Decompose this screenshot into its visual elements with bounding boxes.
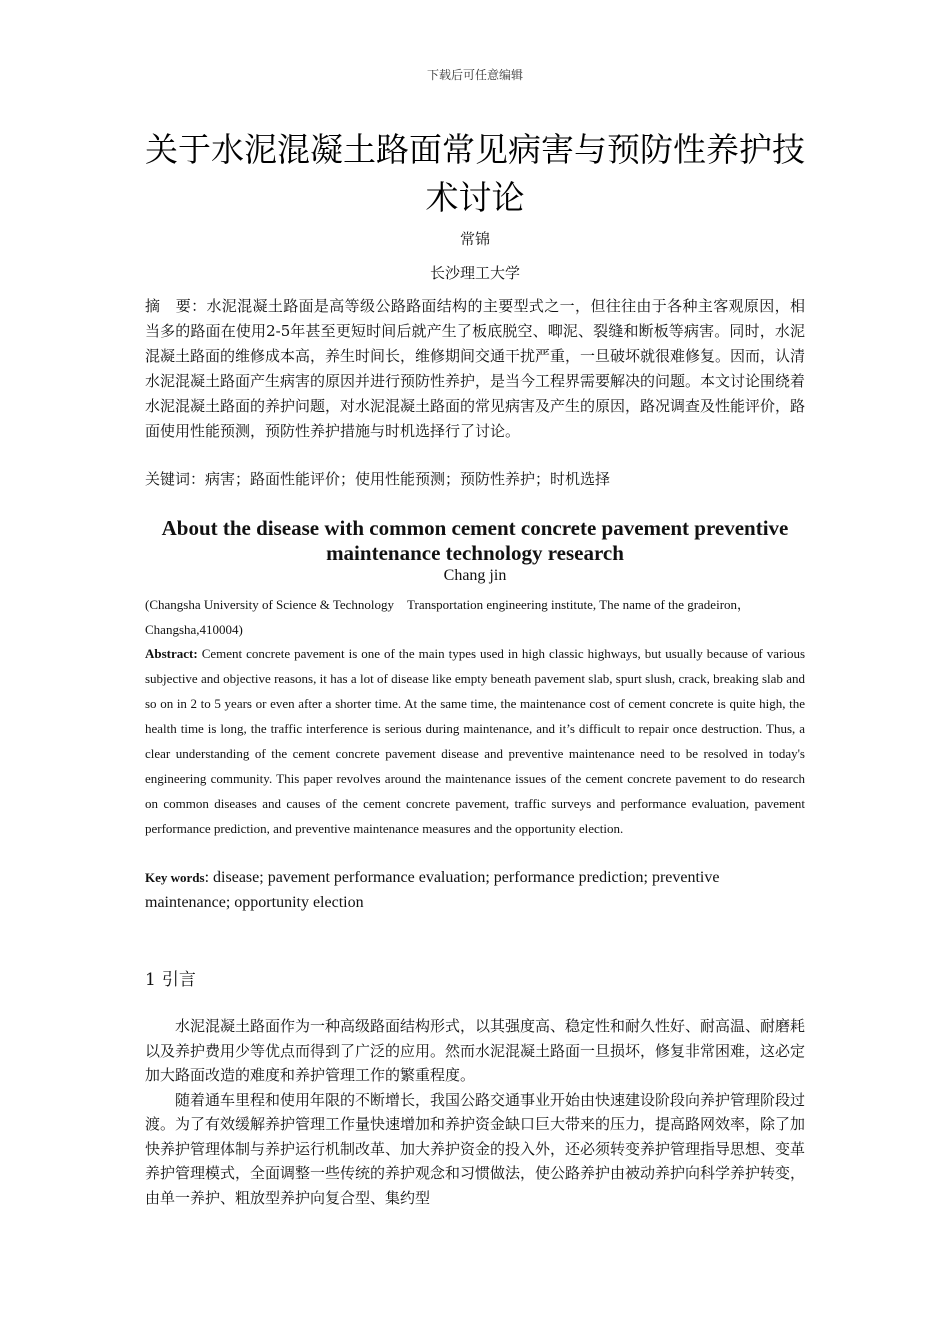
section-body bbox=[145, 1014, 805, 1210]
abstract-cn-text: 水泥混凝土路面是高等级公路路面结构的主要型式之一，但往往由于各种主客观原因，相当多的路面在使用2-5年甚至更短时间后就产生了板底脱空、唧泥、裂缝和断板等病害。同时，水泥混凝土路面的维修成本高，养生时间长，维修期间交通干扰严重，一旦破坏就很难修复。因而，认清水泥混凝土路面产生病害的原因并进行预防性养护，是当今工程界需要解决的问题。本文讨论围绕着水泥混凝土路面的养护问题，对水泥混凝土路面的常见病害及产生的原因，路况调查及性能评价，路面使用性能预测，预防性养护措施与时机选择行了讨论。 bbox=[145, 297, 806, 440]
header-note: 下载后可任意编辑 bbox=[426, 68, 523, 82]
author-en: Chang jin bbox=[443, 567, 507, 584]
keywords-cn-text: 病害；路面性能评价；使用性能预测；预防性养护；时机选择 bbox=[205, 470, 611, 488]
section-heading bbox=[145, 965, 196, 990]
section-number: 1 bbox=[145, 970, 156, 990]
keywords-en-label: Key words bbox=[145, 870, 205, 885]
section-title: 引言 bbox=[161, 970, 196, 990]
body-paragraph: 水泥混凝土路面作为一种高级路面结构形式，以其强度高、稳定性和耐久性好、耐高温、耐磨耗以及养护费用少等优点而得到了广泛的应用。然而水泥混凝土路面一旦损坏，修复非常困难，这必定加大路面改造的难度和养护管理工作的繁重程度。 bbox=[145, 1017, 806, 1084]
body-paragraph: 随着通车里程和使用年限的不断增长，我国公路交通事业开始由快速建设阶段向养护管理阶段过渡。为了有效缓解养护管理工作量快速增加和养护资金缺口巨大带来的压力，提高路网效率，除了加快养护管理体制与养护运行机制改革、加大养护资金的投入外，还必须转变养护管理指导思想、变革养护管理模式，全面调整一些传统的养护观念和习惯做法，使公路养护由被动养护向科学养护转变，由单一养护、粗放型养护向复合型、集约型 bbox=[145, 1090, 806, 1207]
abstract-cn bbox=[145, 294, 805, 444]
affiliation-en: (Changsha University of Science & Technology Transportation engineering institute, The name of the gradeiron， Changsha,410004) bbox=[145, 597, 751, 637]
abstract-en bbox=[145, 641, 805, 841]
keywords-cn bbox=[145, 468, 805, 490]
affiliation-cn: 长沙理工大学 bbox=[429, 264, 520, 282]
paper-title-cn: 关于水泥混凝土路面常见病害与预防性养护技术讨论 bbox=[145, 130, 805, 217]
author-cn: 常锦 bbox=[459, 230, 490, 248]
abstract-en-text: Cement concrete pavement is one of the main types used in high classic highways, but usually because of various subjective and objective reasons, it has a lot of disease like empty beneath pavement slab, spurt slush, crack, breaking slab and so on in 2 to 5 years or even after a shorter time. At the same time, the maintenance cost of cement concrete is quite high, the health time is long, the traffic interference is serious during maintenance, and it’s difficult to repair once destruction. Thus, a clear understanding of the cement concrete pavement disease and preventive maintenance need to be resolved in today's engineering community. This paper revolves around the maintenance issues of the cement concrete pavement to do research on common diseases and causes of the cement concrete pavement, traffic surveys and performance evaluation, pavement performance prediction, and preventive maintenance measures and the opportunity election. bbox=[145, 646, 805, 836]
paper-title-en: About the disease with common cement concrete pavement preventive maintenance technology research bbox=[161, 516, 789, 565]
keywords-en-text: : disease; pavement performance evaluation; performance prediction; preventive maintenance; opportunity election bbox=[145, 869, 720, 911]
abstract-en-label: Abstract: bbox=[145, 646, 198, 661]
keywords-en bbox=[145, 865, 805, 915]
abstract-cn-label: 摘 要： bbox=[145, 297, 207, 315]
keywords-cn-label: 关键词： bbox=[145, 470, 206, 488]
